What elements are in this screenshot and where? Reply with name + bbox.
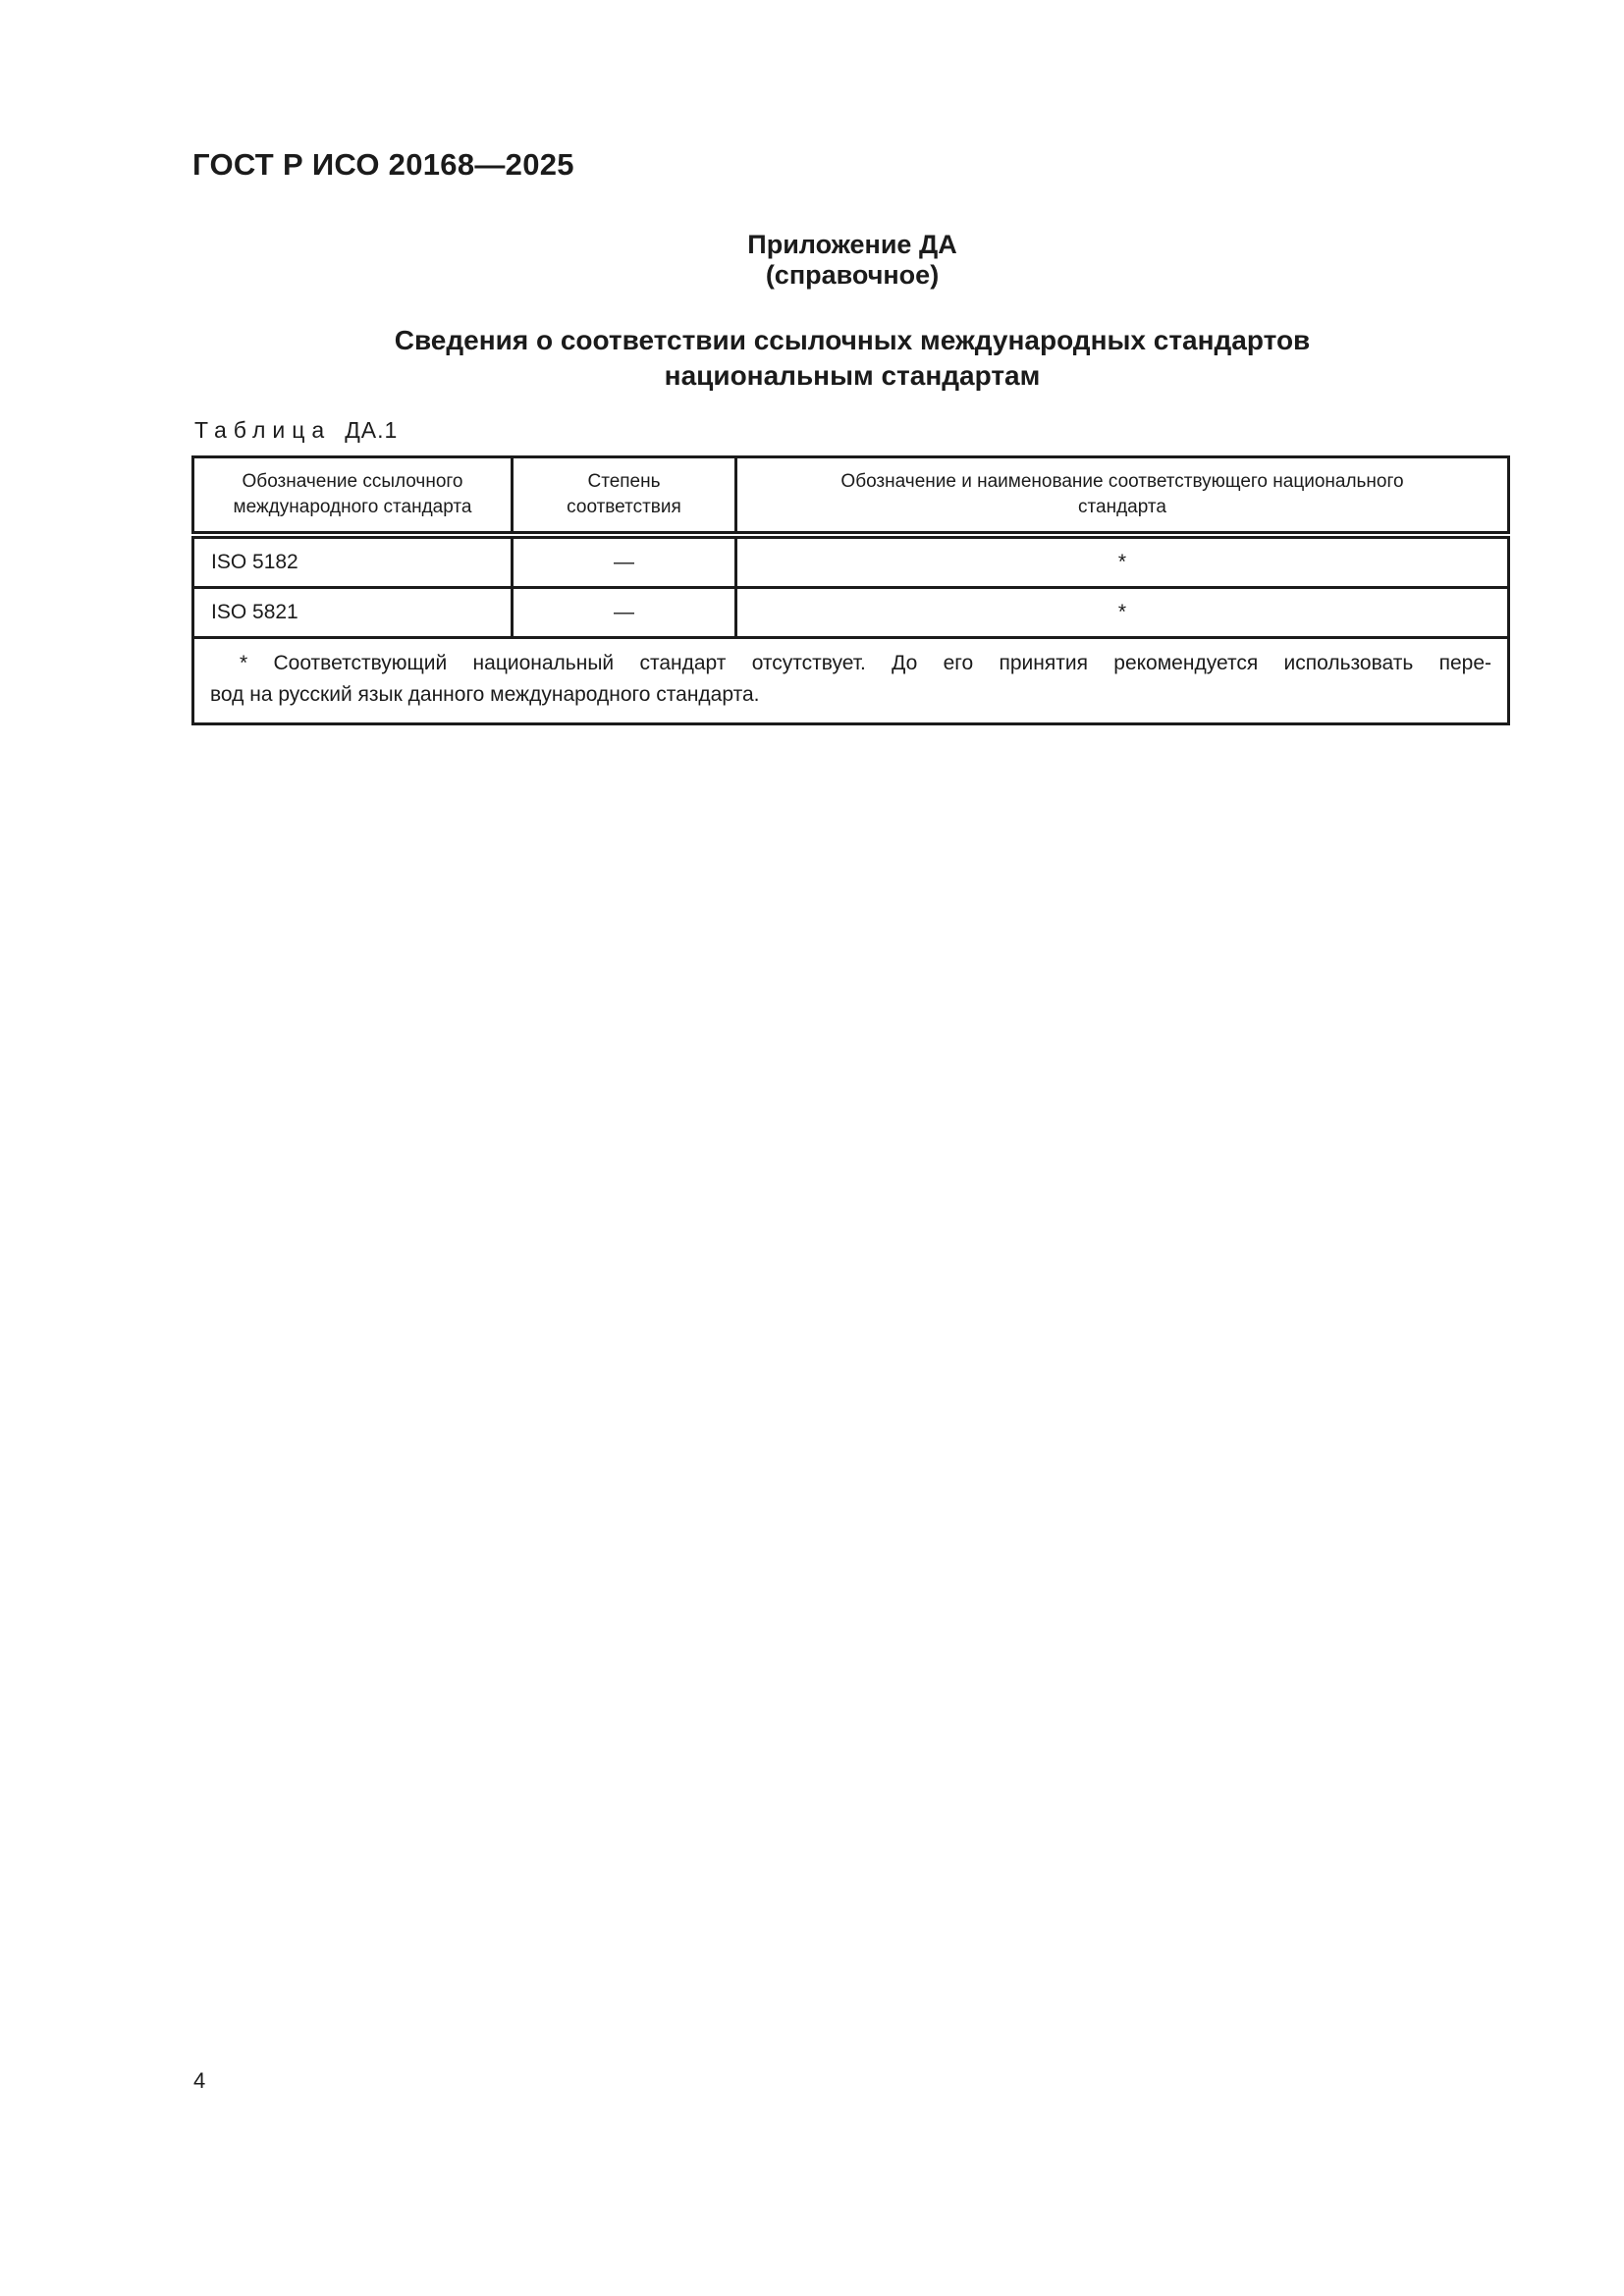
col-header-line: соответствия <box>567 497 681 517</box>
col-header-national-standard <box>736 457 1509 536</box>
col-header-line: Обозначение ссылочного <box>242 471 463 492</box>
table-footnote <box>193 638 1509 724</box>
col-header-line: стандарта <box>1078 497 1166 517</box>
running-header: ГОСТ Р ИСО 20168—2025 <box>192 147 574 182</box>
col-header-line: Степень <box>587 471 661 492</box>
table-caption-number: ДА.1 <box>345 417 399 443</box>
col-header-line: международного стандарта <box>233 497 472 517</box>
footnote-line-1: * Соответствующий национальный стандарт отсутствует. До его принятия рекомендуется использовать пере- <box>240 652 1491 674</box>
cell-national-standard: * <box>736 535 1509 588</box>
table-footnote-row <box>193 638 1509 724</box>
page-number: 4 <box>193 2068 206 2093</box>
table-caption <box>194 417 398 444</box>
cell-degree: — <box>513 535 736 588</box>
table-header-row <box>193 457 1509 536</box>
table-row <box>193 588 1509 638</box>
annex-kind: (справочное) <box>765 260 940 290</box>
table-row <box>193 535 1509 588</box>
cell-reference-standard: ISO 5182 <box>193 535 513 588</box>
cell-reference-standard: ISO 5821 <box>193 588 513 638</box>
col-header-degree-of-correspondence <box>513 457 736 536</box>
col-header-reference-standard <box>193 457 513 536</box>
annex-heading <box>191 230 1513 291</box>
cell-national-standard: * <box>736 588 1509 638</box>
table-caption-word: Таблица <box>194 417 332 443</box>
annex-title-line-2: национальным стандартам <box>664 360 1041 391</box>
correspondence-table <box>191 455 1510 725</box>
annex-title-line-1: Сведения о соответствии ссылочных международных стандартов <box>394 325 1311 355</box>
annex-title <box>191 323 1513 394</box>
cell-degree: — <box>513 588 736 638</box>
annex-label: Приложение ДА <box>747 230 957 259</box>
footnote-line-2: вод на русский язык данного международного стандарта. <box>210 683 760 706</box>
col-header-line: Обозначение и наименование соответствующего национального <box>840 471 1404 492</box>
